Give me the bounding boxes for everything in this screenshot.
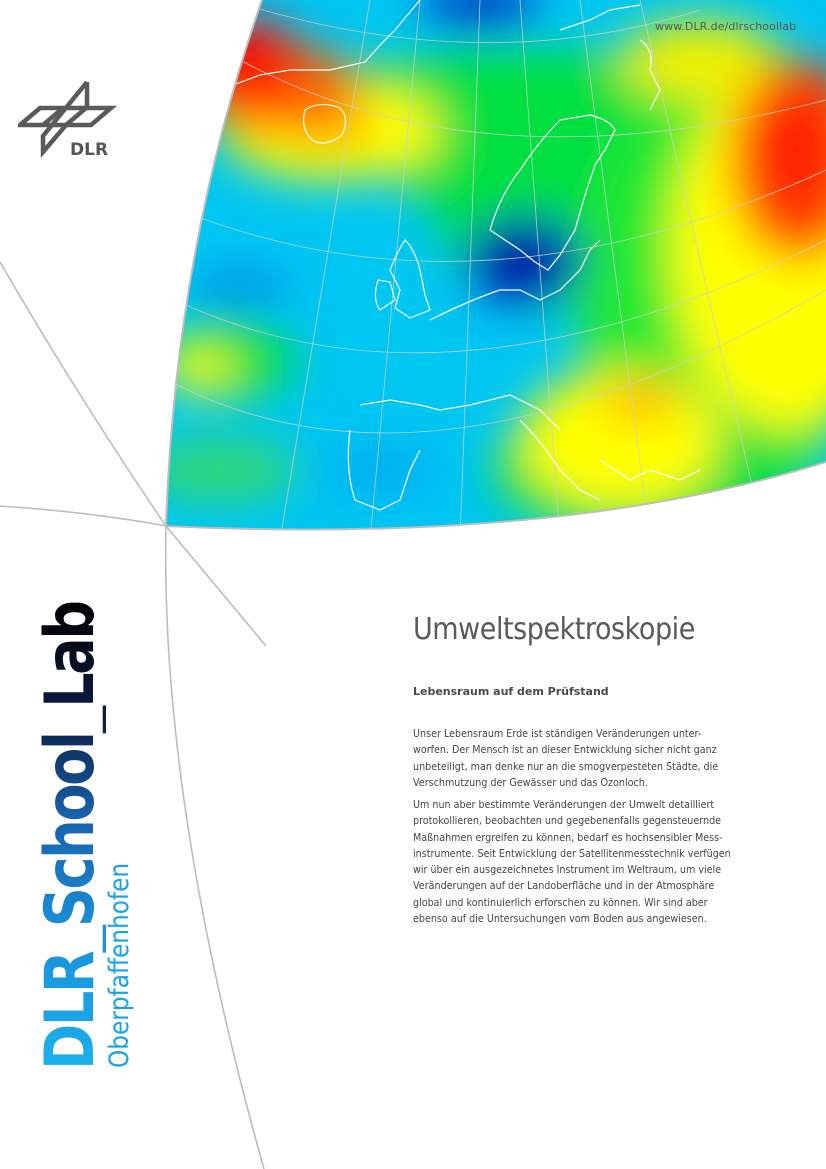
paragraph-line: instrumente. Seit Entwicklung der Satellitenmesstechnik verfügen: [413, 847, 731, 860]
paragraph-line: wir über ein ausgezeichnetes Instrument im Weltraum, um viele: [413, 864, 722, 877]
section-subtitle: Lebensraum auf dem Prüfstand: [413, 685, 609, 698]
paragraph-line: Um nun aber bestimmte Veränderungen der Umwelt detailliert: [413, 799, 715, 811]
paragraph-line: unbeteiligt, man denke nur an die smogverpesteten Städte, die: [413, 760, 719, 773]
paragraph-line: Veränderungen auf der Landoberfläche und in der Atmosphäre: [413, 880, 715, 893]
paragraph-line: Unser Lebensraum Erde ist ständigen Veränderungen unter-: [413, 728, 702, 740]
paragraph-line: Maßnahmen ergreifen zu können, bedarf es hochsensibler Mess-: [413, 831, 723, 844]
brand-location: Oberpfaffenhofen: [104, 862, 135, 1068]
paragraph-line: ebenso auf die Untersuchungen vom Boden aus angewiesen.: [413, 913, 707, 926]
paragraph-line: protokollieren, beobachten und gegebenenfalls gegensteuernde: [413, 815, 722, 828]
paragraph-1: [413, 726, 763, 791]
website-url[interactable]: www.DLR.de/dlrschoollab: [655, 20, 797, 33]
paragraph-line: Verschmutzung der Gewässer und das Ozonloch.: [413, 776, 648, 789]
paragraph-line: global und kontinuierlich erforschen zu können. Wir sind aber: [413, 896, 708, 909]
logo-text: DLR: [70, 140, 109, 160]
paragraph-line: worfen. Der Mensch ist an dieser Entwicklung sicher nicht ganz: [413, 744, 717, 757]
paragraph-2: [413, 797, 763, 927]
brand-title: DLR_School_Lab: [31, 602, 110, 1070]
page-title: Umweltspektroskopie: [413, 612, 695, 647]
brand-block: [31, 500, 135, 1070]
